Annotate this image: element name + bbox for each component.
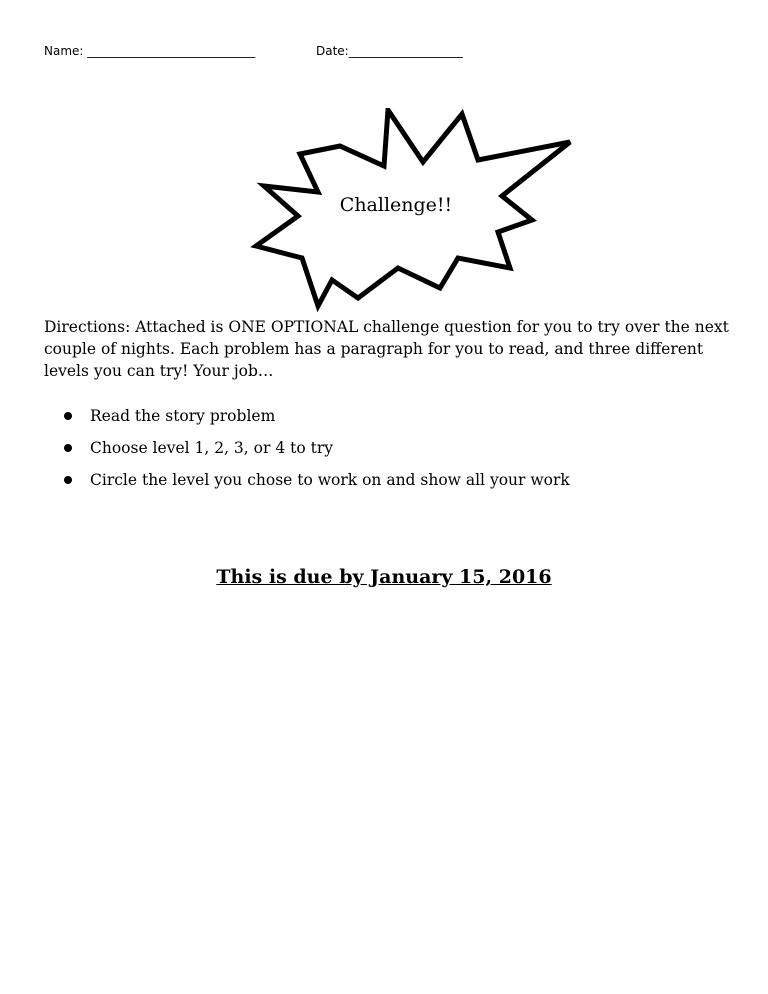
- date-field: Date:___________________: [316, 44, 463, 58]
- list-item: [64, 400, 704, 432]
- due-date-heading: This is due by January 15, 2016: [216, 566, 552, 588]
- step-label: Choose level 1, 2, 3, or 4 to try: [90, 439, 333, 457]
- step-label: Read the story problem: [90, 407, 276, 425]
- step-label: Circle the level you chose to work on and show all your work: [90, 471, 570, 489]
- list-item: [64, 432, 704, 464]
- name-field: Name: ____________________________: [44, 44, 256, 58]
- list-item: [64, 464, 704, 496]
- steps-list: [64, 400, 704, 496]
- directions-paragraph: Directions: Attached is ONE OPTIONAL challenge question for you to try over the next couple of nights. Each problem has a paragraph for you to read, and three different levels you can try! Your job…: [44, 318, 729, 380]
- bullet-icon: [64, 444, 72, 452]
- bullet-icon: [64, 476, 72, 484]
- challenge-title: Challenge!!: [339, 194, 453, 216]
- bullet-icon: [64, 412, 72, 420]
- challenge-burst: [240, 108, 580, 318]
